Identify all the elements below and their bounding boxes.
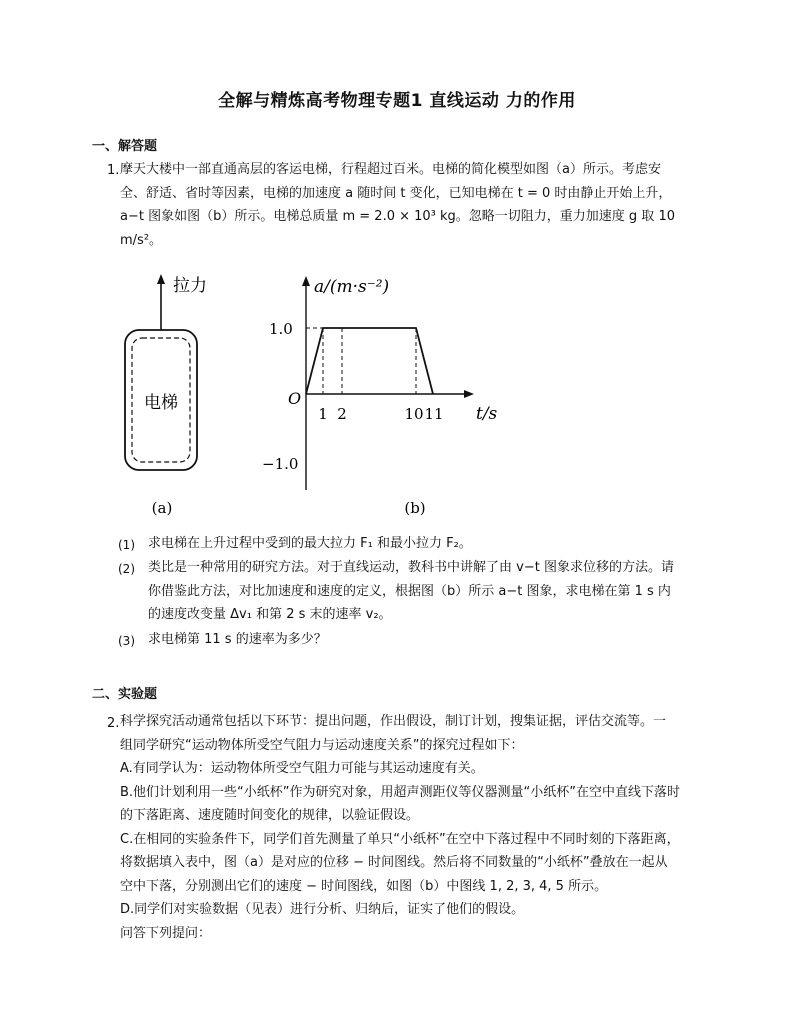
elevator-figure bbox=[110, 262, 530, 524]
elevator-label: 电梯 bbox=[144, 393, 178, 413]
question-line: 问答下列提问： bbox=[120, 925, 212, 941]
sub-question-number: (3) bbox=[118, 634, 135, 648]
question-number: 2. bbox=[107, 716, 120, 731]
a-t-curve bbox=[306, 328, 433, 394]
sub-question-1 bbox=[148, 532, 718, 556]
sub-question-3 bbox=[148, 628, 718, 652]
question-1-text bbox=[120, 158, 720, 252]
sub-question-2 bbox=[148, 556, 718, 627]
x-tick-2: 2 bbox=[337, 405, 347, 423]
page-title: 全解与精炼高考物理专题1 直线运动 力的作用 bbox=[218, 91, 576, 111]
question-line: 的下落距离、速度随时间变化的规律，以验证假设。 bbox=[120, 808, 420, 823]
x-axis-arrow bbox=[464, 390, 474, 398]
question-number: 1. bbox=[107, 163, 120, 178]
question-line: 空中下落，分别测出它们的速度 − 时间图线，如图（b）中图线 1, 2, 3, 4, 5 所示。 bbox=[120, 878, 608, 894]
x-axis-label: t/s bbox=[476, 404, 498, 424]
sub-question-line: 求电梯在上升过程中受到的最大拉力 F₁ 和最小拉力 F₂。 bbox=[148, 536, 472, 551]
y-axis-label: a/(m·s⁻²) bbox=[314, 277, 390, 297]
sub-question-line: 的速度改变量 Δv₁ 和第 2 s 末的速率 v₂。 bbox=[148, 607, 392, 622]
sub-question-number: (2) bbox=[118, 562, 135, 576]
force-label: 拉力 bbox=[173, 276, 207, 296]
force-arrow-head bbox=[157, 274, 165, 284]
caption-b: (b) bbox=[404, 499, 426, 517]
question-line: 摩天大楼中一部直通高层的客运电梯，行程超过百米。电梯的简化模型如图（a）所示。考虑安 bbox=[120, 162, 661, 177]
question-2-text bbox=[120, 710, 720, 945]
y-tick-1: 1.0 bbox=[269, 320, 293, 338]
figure-a bbox=[125, 274, 207, 517]
figure-b bbox=[262, 276, 498, 517]
sub-question-line: 求电梯第 11 s 的速率为多少？ bbox=[148, 632, 327, 647]
question-line: 科学探究活动通常包括以下环节：提出问题，作出假设，制订计划，搜集证据，评估交流等。一 bbox=[120, 714, 667, 729]
section-heading-answer: 一、解答题 bbox=[92, 139, 158, 154]
question-line: B.他们计划利用一些“小纸杯”作为研究对象，用超声测距仪等仪器测量“小纸杯”在空中直线下落时 bbox=[120, 784, 680, 800]
x-tick-10: 10 bbox=[404, 405, 424, 423]
x-tick-1: 1 bbox=[318, 405, 328, 423]
question-line: C.在相同的实验条件下，同学们首先测量了单只“小纸杯”在空中下落过程中不同时刻的下落距离， bbox=[120, 831, 680, 847]
y-axis-arrow bbox=[302, 276, 310, 286]
question-line: m/s²。 bbox=[120, 232, 163, 248]
question-line: a−t 图象如图（b）所示。电梯总质量 m = 2.0 × 10³ kg。忽略一切阻力，重力加速度 g 取 10 bbox=[120, 209, 675, 224]
sub-question-line: 你借鉴此方法，对比加速度和速度的定义，根据图（b）所示 a−t 图象，求电梯在第 1 s 内 bbox=[148, 583, 671, 599]
origin-label: O bbox=[288, 389, 302, 408]
section-heading-experiment: 二、实验题 bbox=[92, 687, 158, 702]
question-line: 将数据填入表中，图（a）是对应的位移 − 时间图线。然后将不同数量的“小纸杯”叠放在一起从 bbox=[120, 855, 668, 870]
question-line: A.有同学认为：运动物体所受空气阻力可能与其运动速度有关。 bbox=[120, 761, 484, 776]
y-tick-neg1: −1.0 bbox=[262, 455, 299, 473]
question-line: D.同学们对实验数据（见表）进行分析、归纳后，证实了他们的假设。 bbox=[120, 902, 525, 917]
caption-a: (a) bbox=[151, 499, 173, 517]
x-tick-11: 11 bbox=[424, 405, 444, 423]
sub-question-number: (1) bbox=[118, 538, 135, 552]
question-line: 组同学研究“运动物体所受空气阻力与运动速度关系”的探究过程如下： bbox=[120, 737, 524, 753]
sub-question-line: 类比是一种常用的研究方法。对于直线运动，教科书中讲解了由 v−t 图象求位移的方法。请 bbox=[148, 560, 674, 575]
question-line: 全、舒适、省时等因素，电梯的加速度 a 随时间 t 变化，已知电梯在 t = 0 时由静止开始上升， bbox=[120, 185, 672, 201]
